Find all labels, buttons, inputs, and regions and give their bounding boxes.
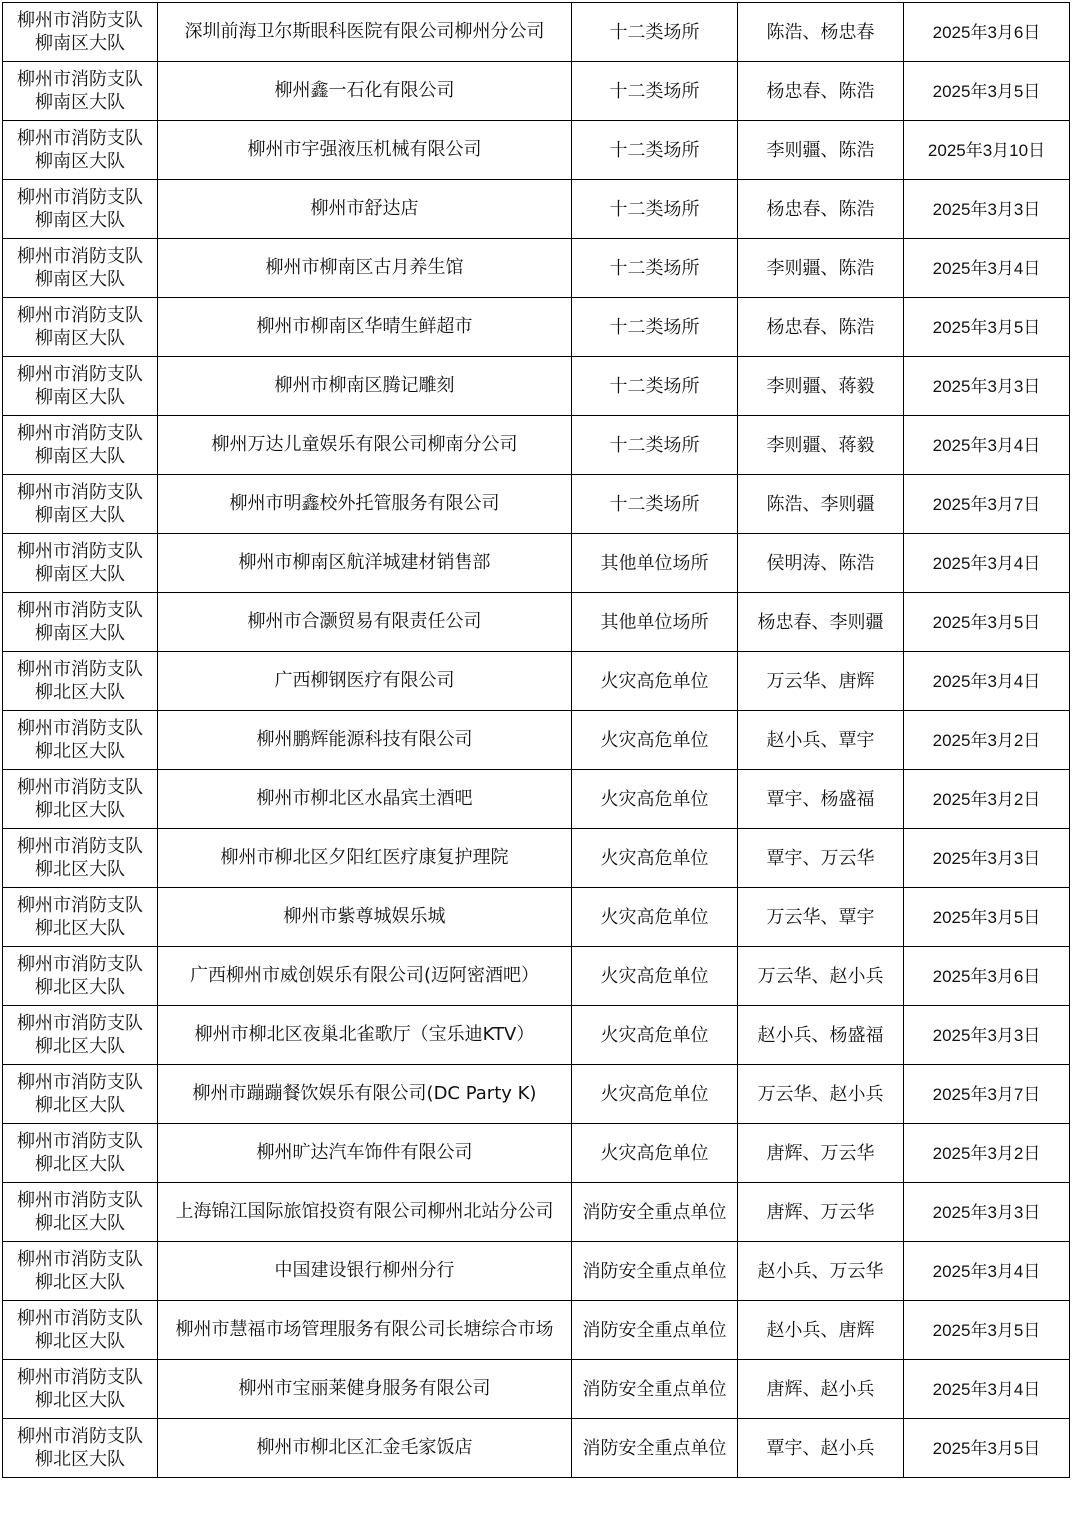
date-cell: 2025年3月3日 — [904, 180, 1070, 239]
unit-cell — [3, 1006, 158, 1065]
table-row — [3, 1242, 1070, 1301]
date-cell: 2025年3月4日 — [904, 239, 1070, 298]
unit-line: 柳北区大队 — [35, 1390, 125, 1411]
unit-line: 柳州市消防支队 — [17, 482, 143, 503]
table-row — [3, 298, 1070, 357]
date-cell: 2025年3月3日 — [904, 1006, 1070, 1065]
inspectors-cell: 李则疆、蒋毅 — [738, 357, 904, 416]
unit-name-cell: 柳州市柳南区华晴生鲜超市 — [158, 298, 572, 357]
unit-line: 柳州市消防支队 — [17, 423, 143, 444]
unit-line: 柳州市消防支队 — [17, 128, 143, 149]
inspectors-cell: 覃宇、万云华 — [738, 829, 904, 888]
unit-cell — [3, 1124, 158, 1183]
inspectors-cell: 陈浩、杨忠春 — [738, 3, 904, 62]
date-cell: 2025年3月5日 — [904, 888, 1070, 947]
date-cell: 2025年3月6日 — [904, 947, 1070, 1006]
category-cell: 火灾高危单位 — [572, 652, 738, 711]
inspectors-cell: 杨忠春、李则疆 — [738, 593, 904, 652]
unit-name-cell: 柳州市柳南区古月养生馆 — [158, 239, 572, 298]
category-cell: 十二类场所 — [572, 121, 738, 180]
inspectors-cell: 覃宇、赵小兵 — [738, 1419, 904, 1478]
unit-line: 柳南区大队 — [35, 92, 125, 113]
category-cell: 火灾高危单位 — [572, 1006, 738, 1065]
unit-line: 柳南区大队 — [35, 623, 125, 644]
unit-line: 柳州市消防支队 — [17, 659, 143, 680]
table-row — [3, 357, 1070, 416]
unit-line: 柳南区大队 — [35, 564, 125, 585]
category-cell: 火灾高危单位 — [572, 947, 738, 1006]
unit-cell — [3, 593, 158, 652]
date-cell: 2025年3月2日 — [904, 770, 1070, 829]
category-cell: 火灾高危单位 — [572, 829, 738, 888]
unit-cell — [3, 711, 158, 770]
unit-name-cell: 柳州鑫一石化有限公司 — [158, 62, 572, 121]
category-cell: 十二类场所 — [572, 62, 738, 121]
inspectors-cell: 赵小兵、杨盛福 — [738, 1006, 904, 1065]
inspectors-cell: 万云华、唐辉 — [738, 652, 904, 711]
date-cell: 2025年3月3日 — [904, 357, 1070, 416]
unit-line: 柳北区大队 — [35, 918, 125, 939]
unit-line: 柳州市消防支队 — [17, 10, 143, 31]
table-row — [3, 829, 1070, 888]
unit-cell — [3, 62, 158, 121]
unit-name-cell: 柳州市柳北区夕阳红医疗康复护理院 — [158, 829, 572, 888]
unit-name-cell: 中国建设银行柳州分行 — [158, 1242, 572, 1301]
inspectors-cell: 万云华、覃宇 — [738, 888, 904, 947]
unit-line: 柳州市消防支队 — [17, 1308, 143, 1329]
date-cell: 2025年3月4日 — [904, 1360, 1070, 1419]
date-cell: 2025年3月3日 — [904, 829, 1070, 888]
table-row — [3, 1124, 1070, 1183]
category-cell: 十二类场所 — [572, 475, 738, 534]
unit-line: 柳州市消防支队 — [17, 1131, 143, 1152]
date-cell: 2025年3月3日 — [904, 1183, 1070, 1242]
date-cell: 2025年3月2日 — [904, 1124, 1070, 1183]
category-cell: 十二类场所 — [572, 416, 738, 475]
table-row — [3, 888, 1070, 947]
unit-line: 柳州市消防支队 — [17, 836, 143, 857]
table-row — [3, 121, 1070, 180]
unit-line: 柳南区大队 — [35, 387, 125, 408]
unit-cell — [3, 239, 158, 298]
date-cell: 2025年3月10日 — [904, 121, 1070, 180]
unit-name-cell: 柳州市舒达店 — [158, 180, 572, 239]
unit-line: 柳州市消防支队 — [17, 364, 143, 385]
inspectors-cell: 赵小兵、万云华 — [738, 1242, 904, 1301]
inspectors-cell: 李则疆、蒋毅 — [738, 416, 904, 475]
table-row — [3, 239, 1070, 298]
unit-name-cell: 柳州市柳北区汇金毛家饭店 — [158, 1419, 572, 1478]
table-row — [3, 1006, 1070, 1065]
unit-name-cell: 柳州市宝丽莱健身服务有限公司 — [158, 1360, 572, 1419]
unit-cell — [3, 947, 158, 1006]
category-cell: 十二类场所 — [572, 298, 738, 357]
inspectors-cell: 赵小兵、覃宇 — [738, 711, 904, 770]
unit-line: 柳州市消防支队 — [17, 1072, 143, 1093]
inspectors-cell: 赵小兵、唐辉 — [738, 1301, 904, 1360]
unit-line: 柳南区大队 — [35, 269, 125, 290]
category-cell: 火灾高危单位 — [572, 1065, 738, 1124]
category-cell: 十二类场所 — [572, 357, 738, 416]
unit-cell — [3, 1242, 158, 1301]
unit-line: 柳州市消防支队 — [17, 187, 143, 208]
date-cell: 2025年3月5日 — [904, 62, 1070, 121]
inspectors-cell: 李则疆、陈浩 — [738, 239, 904, 298]
unit-line: 柳州市消防支队 — [17, 1013, 143, 1034]
unit-line: 柳北区大队 — [35, 859, 125, 880]
unit-name-cell: 上海锦江国际旅馆投资有限公司柳州北站分公司 — [158, 1183, 572, 1242]
category-cell: 其他单位场所 — [572, 593, 738, 652]
table-row — [3, 3, 1070, 62]
table-row — [3, 1419, 1070, 1478]
category-cell: 十二类场所 — [572, 180, 738, 239]
inspectors-cell: 覃宇、杨盛福 — [738, 770, 904, 829]
unit-line: 柳州市消防支队 — [17, 246, 143, 267]
unit-line: 柳北区大队 — [35, 1154, 125, 1175]
unit-name-cell: 柳州市明鑫校外托管服务有限公司 — [158, 475, 572, 534]
date-cell: 2025年3月2日 — [904, 711, 1070, 770]
unit-line: 柳州市消防支队 — [17, 600, 143, 621]
table-row — [3, 1183, 1070, 1242]
unit-cell — [3, 357, 158, 416]
unit-line: 柳北区大队 — [35, 1095, 125, 1116]
unit-name-cell: 深圳前海卫尔斯眼科医院有限公司柳州分公司 — [158, 3, 572, 62]
unit-line: 柳北区大队 — [35, 1331, 125, 1352]
inspectors-cell: 杨忠春、陈浩 — [738, 180, 904, 239]
inspectors-cell: 唐辉、万云华 — [738, 1124, 904, 1183]
date-cell: 2025年3月4日 — [904, 1242, 1070, 1301]
date-cell: 2025年3月4日 — [904, 416, 1070, 475]
inspectors-cell: 侯明涛、陈浩 — [738, 534, 904, 593]
unit-cell — [3, 121, 158, 180]
unit-line: 柳南区大队 — [35, 210, 125, 231]
category-cell: 其他单位场所 — [572, 534, 738, 593]
unit-line: 柳北区大队 — [35, 1272, 125, 1293]
unit-name-cell: 柳州市慧福市场管理服务有限公司长塘综合市场 — [158, 1301, 572, 1360]
unit-name-cell: 柳州市柳北区水晶宾土酒吧 — [158, 770, 572, 829]
unit-name-cell: 柳州市合灏贸易有限责任公司 — [158, 593, 572, 652]
unit-cell — [3, 475, 158, 534]
category-cell: 十二类场所 — [572, 239, 738, 298]
unit-line: 柳北区大队 — [35, 741, 125, 762]
unit-line: 柳州市消防支队 — [17, 1190, 143, 1211]
date-cell: 2025年3月5日 — [904, 1419, 1070, 1478]
category-cell: 火灾高危单位 — [572, 888, 738, 947]
date-cell: 2025年3月5日 — [904, 593, 1070, 652]
unit-line: 柳州市消防支队 — [17, 718, 143, 739]
table-row — [3, 1065, 1070, 1124]
unit-line: 柳州市消防支队 — [17, 1249, 143, 1270]
inspectors-cell: 李则疆、陈浩 — [738, 121, 904, 180]
unit-line: 柳北区大队 — [35, 1213, 125, 1234]
unit-line: 柳州市消防支队 — [17, 777, 143, 798]
inspectors-cell: 唐辉、赵小兵 — [738, 1360, 904, 1419]
unit-cell — [3, 888, 158, 947]
table-row — [3, 711, 1070, 770]
unit-line: 柳北区大队 — [35, 682, 125, 703]
table-row — [3, 947, 1070, 1006]
date-cell: 2025年3月6日 — [904, 3, 1070, 62]
table-row — [3, 62, 1070, 121]
unit-name-cell: 柳州市紫尊城娱乐城 — [158, 888, 572, 947]
unit-line: 柳南区大队 — [35, 446, 125, 467]
category-cell: 火灾高危单位 — [572, 770, 738, 829]
unit-line: 柳州市消防支队 — [17, 1367, 143, 1388]
unit-cell — [3, 3, 158, 62]
unit-line: 柳州市消防支队 — [17, 541, 143, 562]
unit-line: 柳州市消防支队 — [17, 1426, 143, 1447]
unit-name-cell: 柳州万达儿童娱乐有限公司柳南分公司 — [158, 416, 572, 475]
unit-name-cell: 柳州旷达汽车饰件有限公司 — [158, 1124, 572, 1183]
category-cell: 消防安全重点单位 — [572, 1183, 738, 1242]
category-cell: 消防安全重点单位 — [572, 1419, 738, 1478]
date-cell: 2025年3月4日 — [904, 534, 1070, 593]
unit-cell — [3, 1183, 158, 1242]
unit-name-cell: 柳州鹏辉能源科技有限公司 — [158, 711, 572, 770]
table-row — [3, 593, 1070, 652]
date-cell: 2025年3月4日 — [904, 652, 1070, 711]
category-cell: 消防安全重点单位 — [572, 1360, 738, 1419]
inspectors-cell: 万云华、赵小兵 — [738, 1065, 904, 1124]
unit-name-cell: 柳州市柳南区腾记雕刻 — [158, 357, 572, 416]
inspection-table — [2, 2, 1070, 1478]
unit-line: 柳南区大队 — [35, 151, 125, 172]
inspectors-cell: 杨忠春、陈浩 — [738, 298, 904, 357]
unit-name-cell: 柳州市柳南区航洋城建材销售部 — [158, 534, 572, 593]
unit-cell — [3, 1065, 158, 1124]
inspection-table-sheet — [2, 2, 1070, 1478]
unit-line: 柳北区大队 — [35, 977, 125, 998]
unit-cell — [3, 770, 158, 829]
unit-cell — [3, 1419, 158, 1478]
unit-cell — [3, 534, 158, 593]
category-cell: 消防安全重点单位 — [572, 1242, 738, 1301]
inspectors-cell: 万云华、赵小兵 — [738, 947, 904, 1006]
unit-cell — [3, 180, 158, 239]
date-cell: 2025年3月7日 — [904, 1065, 1070, 1124]
table-row — [3, 416, 1070, 475]
unit-cell — [3, 1360, 158, 1419]
unit-name-cell: 柳州市宇强液压机械有限公司 — [158, 121, 572, 180]
unit-name-cell: 柳州市蹦蹦餐饮娱乐有限公司(DC Party K) — [158, 1065, 572, 1124]
inspectors-cell: 杨忠春、陈浩 — [738, 62, 904, 121]
unit-cell — [3, 298, 158, 357]
unit-line: 柳州市消防支队 — [17, 954, 143, 975]
unit-line: 柳北区大队 — [35, 1036, 125, 1057]
category-cell: 火灾高危单位 — [572, 711, 738, 770]
unit-line: 柳南区大队 — [35, 505, 125, 526]
table-row — [3, 770, 1070, 829]
unit-cell — [3, 1301, 158, 1360]
category-cell: 火灾高危单位 — [572, 1124, 738, 1183]
date-cell: 2025年3月5日 — [904, 298, 1070, 357]
date-cell: 2025年3月5日 — [904, 1301, 1070, 1360]
table-row — [3, 1360, 1070, 1419]
table-row — [3, 652, 1070, 711]
table-row — [3, 534, 1070, 593]
unit-line: 柳南区大队 — [35, 33, 125, 54]
table-row — [3, 475, 1070, 534]
unit-cell — [3, 652, 158, 711]
unit-line: 柳州市消防支队 — [17, 305, 143, 326]
unit-line: 柳北区大队 — [35, 1449, 125, 1470]
unit-line: 柳北区大队 — [35, 800, 125, 821]
inspectors-cell: 唐辉、万云华 — [738, 1183, 904, 1242]
unit-name-cell: 柳州市柳北区夜巢北雀歌厅（宝乐迪KTV） — [158, 1006, 572, 1065]
date-cell: 2025年3月7日 — [904, 475, 1070, 534]
unit-name-cell: 广西柳钢医疗有限公司 — [158, 652, 572, 711]
table-row — [3, 180, 1070, 239]
unit-line: 柳州市消防支队 — [17, 69, 143, 90]
unit-line: 柳南区大队 — [35, 328, 125, 349]
unit-line: 柳州市消防支队 — [17, 895, 143, 916]
category-cell: 十二类场所 — [572, 3, 738, 62]
unit-name-cell: 广西柳州市威创娱乐有限公司(迈阿密酒吧） — [158, 947, 572, 1006]
table-row — [3, 1301, 1070, 1360]
unit-cell — [3, 829, 158, 888]
category-cell: 消防安全重点单位 — [572, 1301, 738, 1360]
unit-cell — [3, 416, 158, 475]
inspectors-cell: 陈浩、李则疆 — [738, 475, 904, 534]
table-body — [3, 3, 1070, 1478]
